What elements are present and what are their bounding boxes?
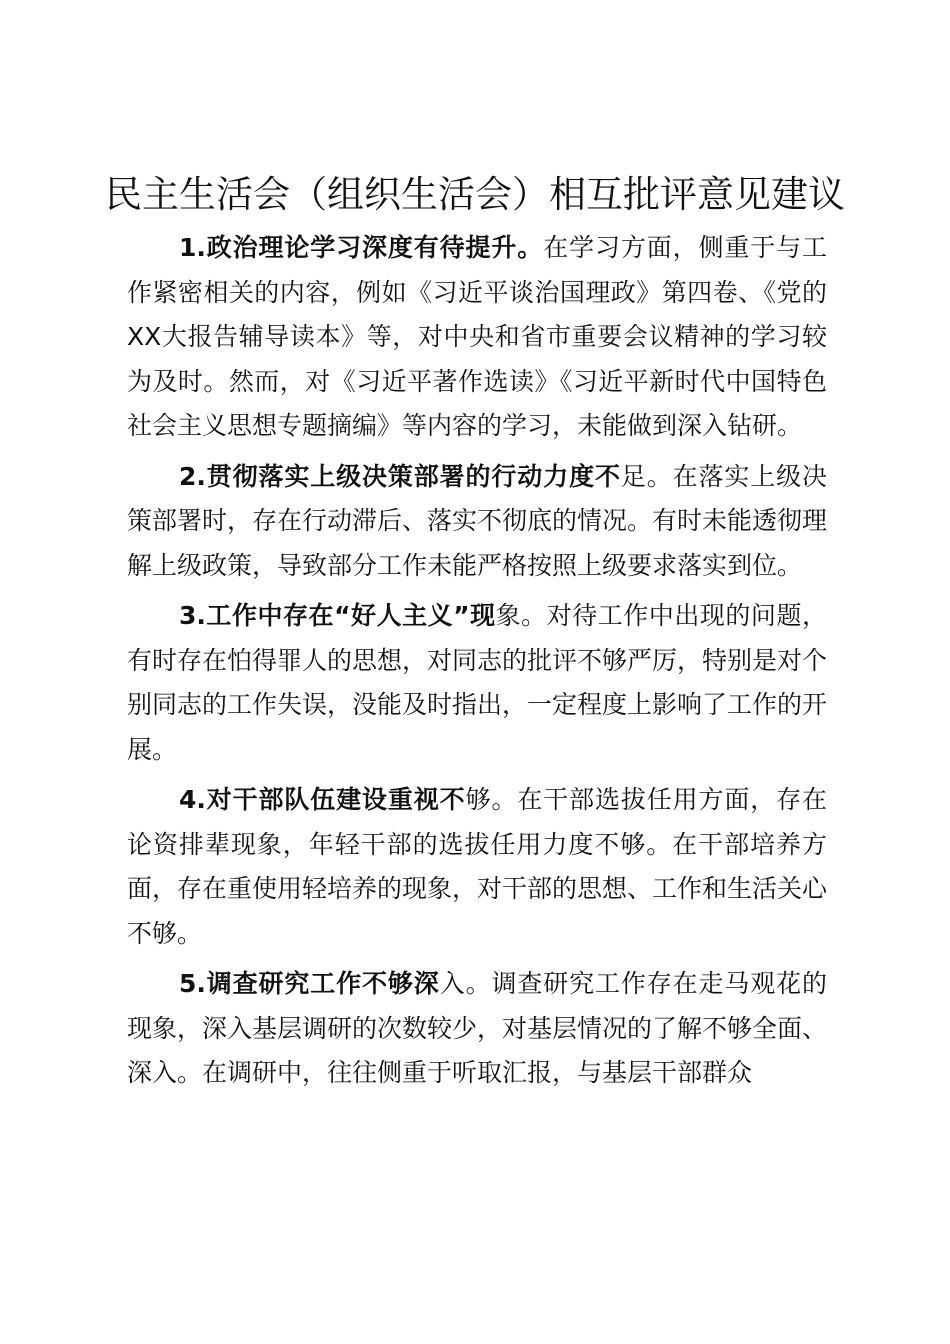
paragraph-3-lead: 3.工作中存在“好人主义”现 xyxy=(179,601,496,630)
paragraph-2-lead: 2.贯彻落实上级决策部署的行动力度不 xyxy=(179,461,621,491)
paragraph-3-text: 象。对待工作中出现的问题，有时存在怕得罪人的思想，对同志的批评不够严厉，特别是对个别同志的工作失误，没能及时指出，一定程度上影响了工作的开展。 xyxy=(127,601,828,764)
paragraph-1-text: 在学习方面，侧重于与工作紧密相关的内容，例如《习近平谈治国理政》第四卷、《党的XX大报告辅导读本》等，对中央和省市重要会议精神的学习较为及时。然而，对《习近平著作选读》《习近平新时代中国特色社会主义思想专题摘编》等内容的学习，未能做到深入钻研。 xyxy=(127,233,827,440)
paragraph-2 xyxy=(127,455,827,589)
paragraph-1-lead: 1.政治理论学习深度有待提升。 xyxy=(179,233,544,262)
document-body xyxy=(127,226,827,1102)
paragraph-2-text: 足。在落实上级决策部署时，存在行动滞后、落实不彻底的情况。有时未能透彻理解上级政策，导致部分工作未能严格按照上级要求落实到位。 xyxy=(127,461,828,580)
paragraph-4 xyxy=(127,778,827,956)
paragraph-4-text: 够。在干部选拔任用方面，存在论资排辈现象，年轻干部的选拔任用力度不够。在干部培养方面，存在重使用轻培养的现象，对干部的思想、工作和生活关心不够。 xyxy=(127,785,828,948)
paragraph-4-lead: 4.对干部队伍建设重视不 xyxy=(179,785,466,814)
paragraph-5 xyxy=(127,962,827,1096)
paragraph-3 xyxy=(127,594,827,772)
paragraph-5-text: 入。调查研究工作存在走马观花的现象，深入基层调研的次数较少，对基层情况的了解不够全面、深入。在调研中，往往侧重于听取汇报，与基层干部群众 xyxy=(127,969,828,1087)
paragraph-1 xyxy=(127,226,827,449)
document-title: 民主生活会（组织生活会）相互批评意见建议 xyxy=(105,173,845,216)
paragraph-5-lead: 5.调查研究工作不够深 xyxy=(179,969,440,998)
